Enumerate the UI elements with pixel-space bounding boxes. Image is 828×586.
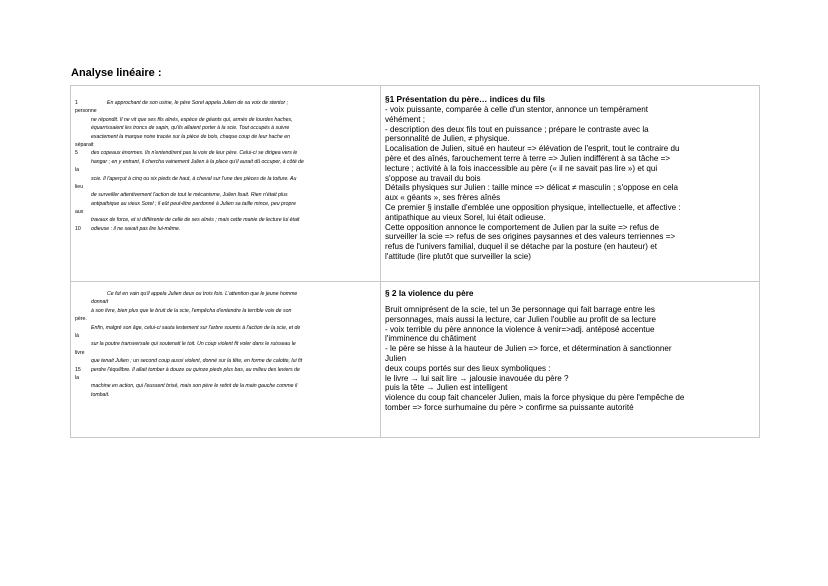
line-number: 10: [75, 225, 81, 232]
line-text: équarrissaient les troncs de sapin, qu'ils allaient porter à la scie. Tout occupés à suivre: [91, 125, 290, 132]
commentary-line: - le père se hisse à la hauteur de Julien => force, et détermination à sanctionner: [385, 344, 672, 354]
text-line: [75, 183, 376, 191]
text-line: [75, 298, 376, 306]
commentary-line: Localisation de Julien, situé en hauteur => élévation de l'esprit, tout le contraire du: [385, 144, 680, 154]
line-number: 1: [75, 100, 78, 106]
line-text: exactement la marque noire tracée sur la pièce de bois, chaque coup de leur hache en: [91, 133, 290, 140]
commentary-line: l'imminence du châtiment: [385, 334, 477, 344]
text-line: [75, 349, 376, 357]
commentary: [381, 282, 759, 413]
section-title: § 2 la violence du père: [385, 288, 474, 298]
text-line: [75, 332, 376, 340]
text-line: [75, 374, 376, 382]
text-line: [75, 216, 376, 224]
commentary-line: puis la tête → Julien est intelligent: [385, 383, 508, 393]
text-line: [75, 307, 376, 315]
line-text: scie. Il l'aperçut à cinq ou six pieds de haut, à cheval sur l'une des pièces de la toiture. Au: [91, 175, 297, 182]
line-text: aux: [75, 209, 84, 216]
commentary-line: le livre → lui sait lire → jalousie inavouée du père ?: [385, 373, 569, 383]
commentary-line: - voix terrible du père annonce la violence à venir=>adj. antéposé accentue: [385, 324, 655, 334]
line-text: odieuse : il ne savait pas lire lui-même.: [91, 225, 181, 232]
commentary-line: violence du coup fait chanceler Julien, mais la force physique du père l'empêche de: [385, 393, 685, 403]
text-line: [75, 175, 376, 183]
line-text: hangar ; en y entrant, il chercha vainement Julien à la place qu'il aurait dû occuper, à côté de: [91, 158, 304, 165]
text-line: [75, 133, 376, 141]
line-text: à son livre, bien plus que le bruit de la scie, l'empêcha d'entendre la terrible voix de son: [91, 307, 292, 314]
commentary-line: aux « géants », ses frères aînés: [385, 193, 501, 203]
commentary-lines: [385, 105, 755, 262]
line-number: 5: [75, 150, 78, 157]
source-text: [71, 282, 380, 399]
commentary-line: Détails physiques sur Julien : taille mince => délicat ≠ masculin ; s'oppose en cela: [385, 183, 679, 193]
line-text: séparait: [75, 141, 94, 148]
commentary-cell: [381, 86, 760, 282]
analysis-table: [70, 85, 760, 438]
line-number: 15: [75, 366, 81, 373]
commentary-line: surveiller la scie => refus de ses origines paysannes et des valeurs terriennes =>: [385, 232, 676, 242]
commentary-lines: [385, 299, 755, 413]
table-row: [71, 282, 760, 438]
commentary-line: Julien: [385, 353, 407, 363]
text-line: [75, 107, 376, 115]
line-text: tombait.: [91, 391, 110, 398]
text-line: [75, 149, 376, 157]
source-text: [71, 86, 380, 233]
text-line: [75, 208, 376, 216]
line-text: père.: [75, 316, 87, 323]
text-line: [75, 324, 376, 332]
commentary-line: deux coups portés sur des lieux symboliques :: [385, 363, 551, 373]
text-line: [75, 225, 376, 233]
line-text: Ce fut en vain qu'il appela Julien deux ou trois fois. L'attention que le jeune homme: [107, 291, 298, 297]
line-text: la: [75, 374, 80, 381]
text-line: [75, 382, 376, 390]
text-line: [75, 158, 376, 166]
section-title: §1 Présentation du père… indices du fils: [385, 94, 545, 104]
line-text: En approchant de son usine, le père Sorel appela Julien de sa voix de stentor ;: [107, 100, 289, 106]
commentary-line: lecture ; activité à la fois inaccessible au père (« il ne savait pas lire ») et qui: [385, 163, 658, 173]
commentary-line: l'attitude (lire plutôt que surveiller la scie): [385, 251, 531, 261]
text-line: [75, 290, 376, 298]
text-line: [75, 366, 376, 374]
line-text: de surveiller attentivement l'action de tout le mécanisme, Julien lisait. Rien n'était plus: [91, 192, 288, 199]
commentary-line: s'oppose au travail du bois: [385, 173, 481, 183]
text-line: [75, 124, 376, 132]
line-text: ne répondit. Il ne vit que ses fils aînés, espèce de géants qui, armés de lourdes haches,: [91, 116, 293, 123]
text-line: [75, 315, 376, 323]
commentary-line: - description des deux fils tout en puissance ; prépare le contraste avec la: [385, 124, 649, 134]
line-text: machine en action, qui l'eussent brisé, mais son père le retint de la main gauche comme il: [91, 383, 298, 390]
text-line: [75, 116, 376, 124]
commentary-cell: [381, 282, 760, 438]
line-text: donnait: [91, 299, 109, 306]
commentary-line: personnages, mais aussi la lecture, car Julien l'oublie au profit de sa lecture: [385, 314, 657, 324]
text-line: [75, 191, 376, 199]
commentary-line: refus de l'univers familial, duquel il se détache par la posture (en hauteur) et: [385, 242, 657, 252]
table-row: [71, 86, 760, 282]
line-text: des copeaux énormes. Ils n'entendirent pas la voix de leur père. Celui-ci se dirigea vers le: [91, 150, 298, 157]
line-text: que tenait Julien ; un second coup aussi violent, donné sur la tête, en forme de calotte, lui fit: [91, 358, 303, 365]
text-line: [75, 391, 376, 399]
source-text-cell: [71, 282, 381, 438]
commentary-line: père et des aînés, farouchement terre à terre => Julien indifférent à sa tâche =>: [385, 153, 671, 163]
commentary-line: - voix puissante, comparée à celle d'un stentor, annonce un tempérament: [385, 105, 648, 114]
text-line: [75, 141, 376, 149]
commentary-line: antipathique au vieux Sorel, lui était odieuse.: [385, 212, 546, 222]
commentary-line: tomber => force surhumaine du père > confirme sa puissante autorité: [385, 402, 634, 412]
text-line: [75, 99, 376, 107]
text-line: [75, 357, 376, 365]
commentary-line: Ce premier § installe d'emblée une opposition physique, intellectuelle, et affective :: [385, 202, 681, 212]
line-text: Enfin, malgré son âge, celui-ci sauta lestement sur l'arbre soumis à l'action de la scie, et de: [91, 324, 301, 331]
line-text: travaux de force, et si différente de celle de ses aînés ; mais cette manie de lecture lui était: [91, 217, 300, 224]
commentary-line: personnalité de Julien, ≠ physique.: [385, 134, 510, 144]
line-text: personne: [75, 108, 97, 115]
line-text: là: [75, 332, 80, 339]
line-text: livre: [75, 349, 85, 356]
commentary-line: Cette opposition annonce le comportement de Julien par la suite => refus de: [385, 222, 660, 232]
commentary-line: véhément ;: [385, 114, 426, 124]
text-line: [75, 200, 376, 208]
line-text: lieu: [75, 183, 84, 190]
commentary: [381, 86, 759, 262]
line-text: antipathique au vieux Sorel ; il eût peut-être pardonné à Julien sa taille mince, peu propre: [91, 200, 297, 207]
text-line: [75, 340, 376, 348]
commentary-line: Bruit omniprésent de la scie, tel un 3e personnage qui fait barrage entre les: [385, 305, 655, 314]
source-text-cell: [71, 86, 381, 282]
line-text: perdre l'équilibre. Il allait tomber à douze ou quinze pieds plus bas, au milieu des leviers de: [91, 366, 300, 373]
line-text: sur la poutre transversale qui soutenait le toit. Un coup violent fit voler dans le ruisseau le: [91, 341, 296, 348]
text-line: [75, 166, 376, 174]
line-text: la: [75, 167, 80, 174]
page-title: Analyse linéaire :: [71, 67, 162, 79]
